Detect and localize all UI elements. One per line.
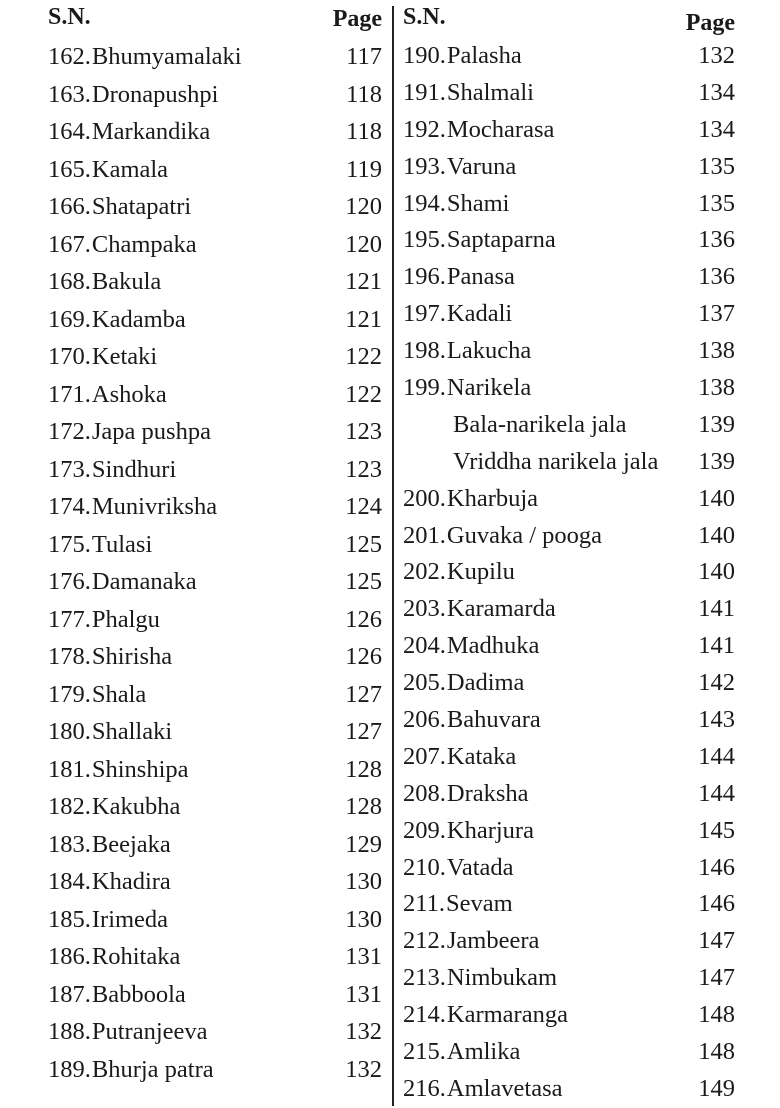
entry-page: 136	[698, 226, 735, 254]
entry-name: Karmaranga	[446, 1001, 568, 1029]
entry-number: 208.	[403, 779, 446, 807]
toc-entry	[48, 301, 382, 339]
entry-number: 168.	[48, 268, 91, 295]
toc-entry	[403, 1071, 735, 1108]
toc-entry	[403, 259, 735, 296]
entry-page: 123	[345, 418, 382, 445]
entry-page: 149	[698, 1074, 735, 1102]
entry-page: 134	[698, 78, 735, 106]
entry-name: Amlavetasa	[446, 1074, 563, 1102]
entry-name: Draksha	[446, 779, 529, 807]
entry-page: 127	[345, 718, 382, 745]
entry-number: 180.	[48, 718, 91, 745]
entry-name: Sevam	[445, 890, 513, 918]
entry-page: 121	[345, 305, 382, 333]
entry-number: 169.	[48, 305, 91, 333]
entry-page: 129	[345, 830, 382, 858]
entry-name: Karamarda	[446, 595, 556, 623]
entry-page: 130	[345, 868, 382, 895]
toc-entry	[48, 901, 382, 939]
entry-number: 198.	[403, 337, 446, 365]
entry-name: Nimbukam	[446, 964, 558, 992]
toc-entry	[48, 863, 382, 901]
column-divider	[392, 6, 394, 1106]
toc-entry	[403, 739, 735, 776]
entry-page: 146	[698, 890, 735, 918]
entry-name: Japa pushpa	[91, 418, 211, 445]
entry-number: 186.	[48, 943, 91, 970]
entry-number: 170.	[48, 343, 91, 370]
entry-number: 190.	[403, 42, 446, 69]
toc-entry	[48, 638, 382, 676]
entry-name: Vriddha narikela jala	[453, 447, 659, 475]
entry-number: 185.	[48, 905, 91, 933]
entry-name: Ashoka	[91, 380, 167, 408]
entry-page: 135	[698, 189, 735, 217]
entry-name: Guvaka / pooga	[446, 521, 602, 549]
entry-page: 131	[345, 980, 382, 1008]
entry-name: Mocharasa	[446, 115, 555, 143]
toc-entry	[48, 676, 382, 714]
entry-name: Irimeda	[91, 905, 169, 933]
toc-entry	[48, 601, 382, 639]
toc-entry	[403, 112, 735, 149]
entry-number: 178.	[48, 643, 91, 670]
toc-entry	[48, 226, 382, 264]
toc-entry	[48, 151, 382, 189]
toc-entry	[403, 997, 735, 1034]
entry-number: 213.	[403, 964, 446, 992]
entry-page: 138	[698, 374, 735, 402]
toc-entry	[403, 296, 735, 333]
entry-number: 197.	[403, 300, 446, 328]
entry-name: Shala	[91, 680, 147, 708]
entry-name: Kadali	[446, 300, 513, 328]
entry-page: 122	[345, 343, 382, 370]
toc-entry	[48, 113, 382, 151]
toc-entry	[48, 413, 382, 451]
entry-number: 205.	[403, 669, 446, 697]
entry-number: 162.	[48, 43, 91, 70]
entry-number: 191.	[403, 78, 446, 106]
entry-name: Khadira	[91, 868, 171, 895]
entry-number: 164.	[48, 118, 91, 145]
column-header	[403, 2, 735, 38]
entry-page: 120	[345, 230, 382, 258]
entry-number: 199.	[403, 374, 446, 402]
toc-entry	[403, 960, 735, 997]
toc-entry	[403, 38, 735, 75]
toc-entry	[48, 338, 382, 376]
entry-page: 144	[698, 742, 735, 770]
entry-page: 143	[698, 706, 735, 734]
entry-name: Bhurja patra	[91, 1055, 214, 1083]
entry-number: 166.	[48, 193, 91, 220]
toc-entry	[48, 263, 382, 301]
toc-entry	[48, 751, 382, 789]
entry-page: 117	[346, 43, 382, 70]
entry-name: Palasha	[446, 42, 522, 69]
entry-page: 123	[345, 455, 382, 483]
entry-number: 202.	[403, 558, 446, 586]
toc-entry	[403, 813, 735, 850]
entry-number: 192.	[403, 115, 446, 143]
entry-page: 131	[345, 943, 382, 970]
entry-number: 176.	[48, 568, 91, 595]
sn-header: S.N.	[48, 4, 91, 30]
entry-page: 139	[698, 447, 735, 475]
toc-entry	[48, 1013, 382, 1051]
entry-number: 181.	[48, 755, 91, 783]
toc-entry	[48, 376, 382, 414]
entry-page: 147	[698, 927, 735, 955]
toc-entry	[403, 444, 735, 481]
toc-rows	[48, 38, 382, 1088]
toc-entry	[403, 702, 735, 739]
entry-page: 127	[345, 680, 382, 708]
toc-entry	[403, 665, 735, 702]
entry-page: 141	[698, 632, 735, 660]
entry-page: 142	[698, 669, 735, 697]
entry-name: Shalmali	[446, 78, 534, 106]
entry-name: Dadima	[446, 669, 525, 697]
entry-name: Shatapatri	[91, 193, 192, 220]
entry-name: Kamala	[91, 155, 169, 183]
entry-page: 128	[345, 755, 382, 783]
entry-name: Narikela	[446, 374, 532, 402]
entry-page: 137	[698, 300, 735, 328]
toc-entry	[48, 563, 382, 601]
entry-name: Jambeera	[446, 927, 540, 955]
toc-entry	[48, 76, 382, 114]
toc-entry	[403, 333, 735, 370]
entry-page: 140	[698, 521, 735, 549]
entry-number: 207.	[403, 742, 446, 770]
toc-entry	[403, 149, 735, 186]
entry-number: 216.	[403, 1074, 446, 1102]
toc-entry	[403, 75, 735, 112]
entry-name: Dronapushpi	[91, 80, 219, 108]
entry-number: 175.	[48, 530, 91, 558]
entry-number: 210.	[403, 853, 446, 881]
entry-number: 187.	[48, 980, 91, 1008]
entry-page: 124	[345, 493, 382, 520]
entry-page: 147	[698, 964, 735, 992]
entry-number: 182.	[48, 793, 91, 820]
toc-entry	[403, 776, 735, 813]
toc-entry	[48, 38, 382, 76]
entry-page: 136	[698, 263, 735, 291]
entry-number: 163.	[48, 80, 91, 108]
toc-entry	[48, 976, 382, 1014]
entry-page: 135	[698, 152, 735, 180]
toc-entry	[403, 222, 735, 259]
entry-page: 146	[698, 853, 735, 881]
toc-entry	[403, 886, 735, 923]
entry-name: Babboola	[91, 980, 186, 1008]
entry-number: 172.	[48, 418, 91, 445]
entry-name: Bakula	[91, 268, 162, 295]
entry-name: Markandika	[91, 118, 211, 145]
entry-name: Vatada	[446, 853, 514, 881]
entry-name: Tulasi	[91, 530, 153, 558]
entry-number: 193.	[403, 152, 446, 180]
entry-number: 195.	[403, 226, 446, 254]
entry-number: 201.	[403, 521, 446, 549]
entry-page: 139	[698, 410, 735, 438]
entry-page: 141	[698, 595, 735, 623]
entry-number: 214.	[403, 1001, 446, 1029]
toc-entry	[403, 370, 735, 407]
entry-number: 212.	[403, 927, 446, 955]
entry-name: Ketaki	[91, 343, 158, 370]
entry-name: Damanaka	[91, 568, 197, 595]
toc-entry	[403, 850, 735, 887]
entry-page: 140	[698, 558, 735, 586]
entry-name: Kadamba	[91, 305, 186, 333]
entry-page: 140	[698, 484, 735, 512]
toc-entry	[403, 923, 735, 960]
entry-page: 125	[345, 568, 382, 595]
entry-name: Kakubha	[91, 793, 181, 820]
entry-name: Putranjeeva	[91, 1018, 208, 1045]
entry-name: Bhumyamalaki	[91, 43, 242, 70]
entry-name: Shinshipa	[91, 755, 189, 783]
entry-number: 189.	[48, 1055, 91, 1083]
entry-number: 188.	[48, 1018, 91, 1045]
toc-entry	[48, 451, 382, 489]
entry-number: 167.	[48, 230, 91, 258]
entry-number: 165.	[48, 155, 91, 183]
entry-page: 134	[698, 115, 735, 143]
entry-number: 179.	[48, 680, 91, 708]
entry-name: Shallaki	[91, 718, 173, 745]
entry-page: 118	[346, 118, 382, 145]
entry-name: Madhuka	[446, 632, 540, 660]
entry-page: 132	[698, 42, 735, 69]
entry-name: Shirisha	[91, 643, 173, 670]
column-header	[48, 2, 382, 38]
entry-name: Kharjura	[446, 816, 534, 844]
page-header: Page	[332, 6, 382, 32]
entry-number: 171.	[48, 380, 91, 408]
entry-number: 204.	[403, 632, 446, 660]
entry-page: 144	[698, 779, 735, 807]
entry-page: 138	[698, 337, 735, 365]
entry-name: Bala-narikela jala	[453, 410, 627, 438]
entry-page: 132	[345, 1018, 382, 1045]
toc-entry	[48, 488, 382, 526]
toc-entry	[48, 188, 382, 226]
entry-number: 177.	[48, 605, 91, 633]
toc-entry	[48, 938, 382, 976]
sn-header: S.N.	[403, 4, 446, 30]
toc-entry	[403, 1034, 735, 1071]
toc-entry	[403, 554, 735, 591]
entry-name: Bahuvara	[446, 706, 541, 734]
entry-name: Munivriksha	[91, 493, 218, 520]
toc-entry	[48, 713, 382, 751]
entry-name: Kataka	[446, 742, 517, 770]
entry-number: 183.	[48, 830, 91, 858]
entry-page: 145	[698, 816, 735, 844]
toc-entry	[403, 186, 735, 223]
entry-name: Saptaparna	[446, 226, 556, 254]
entry-page: 128	[345, 793, 382, 820]
entry-name: Kharbuja	[446, 484, 539, 512]
entry-number: 174.	[48, 493, 91, 520]
entry-page: 122	[345, 380, 382, 408]
toc-entry	[403, 628, 735, 665]
toc-entry	[403, 518, 735, 555]
entry-number: 203.	[403, 595, 446, 623]
toc-entry	[48, 788, 382, 826]
entry-page: 126	[345, 605, 382, 633]
entry-name: Shami	[446, 189, 510, 217]
entry-name: Champaka	[91, 230, 197, 258]
entry-page: 148	[698, 1038, 735, 1066]
entry-name: Varuna	[446, 152, 517, 180]
entry-page: 130	[345, 905, 382, 933]
entry-name: Kupilu	[446, 558, 515, 586]
entry-name: Beejaka	[91, 830, 171, 858]
entry-page: 120	[345, 193, 382, 220]
toc-entry	[48, 1051, 382, 1089]
page-header: Page	[685, 10, 735, 36]
toc-entry	[48, 526, 382, 564]
toc-entry	[48, 826, 382, 864]
entry-name: Rohitaka	[91, 943, 181, 970]
entry-number: 215.	[403, 1038, 446, 1066]
entry-number: 196.	[403, 263, 446, 291]
entry-number: 206.	[403, 706, 446, 734]
entry-number: 200.	[403, 484, 446, 512]
entry-number: 209.	[403, 816, 446, 844]
entry-name: Amlika	[446, 1038, 521, 1066]
entry-page: 125	[345, 530, 382, 558]
toc-entry	[403, 591, 735, 628]
toc-entry	[403, 407, 735, 444]
toc-entry	[403, 481, 735, 518]
entry-name: Phalgu	[91, 605, 160, 633]
entry-number: 173.	[48, 455, 91, 483]
toc-rows	[403, 38, 735, 1108]
entry-page: 118	[346, 80, 382, 108]
entry-name: Sindhuri	[91, 455, 177, 483]
entry-name: Panasa	[446, 263, 515, 291]
entry-page: 148	[698, 1001, 735, 1029]
entry-name: Lakucha	[446, 337, 532, 365]
entry-page: 121	[345, 268, 382, 295]
entry-page: 132	[345, 1055, 382, 1083]
entry-number: 211.	[403, 890, 445, 918]
entry-page: 126	[345, 643, 382, 670]
entry-number: 194.	[403, 189, 446, 217]
entry-page: 119	[346, 155, 382, 183]
entry-number: 184.	[48, 868, 91, 895]
